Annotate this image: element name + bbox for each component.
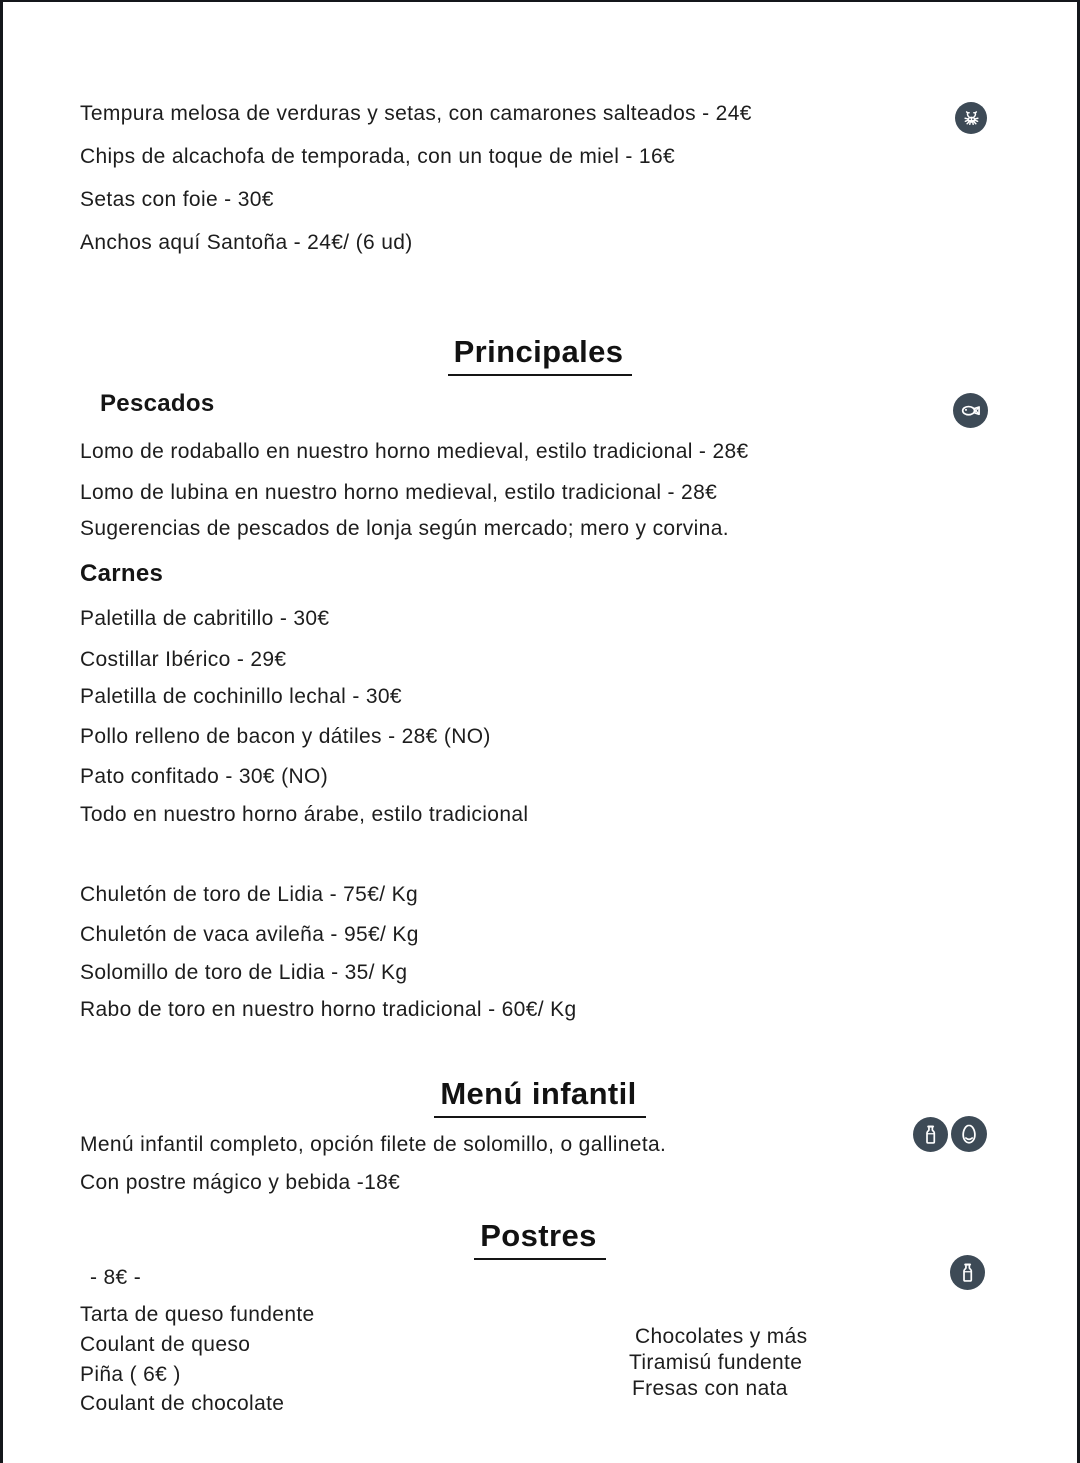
subsection-title-pescados: Pescados [100, 390, 215, 417]
menu-item: Solomillo de toro de Lidia - 35/ Kg [80, 961, 408, 984]
menu-item: Pato confitado - 30€ (NO) [80, 765, 329, 788]
page-border-top [0, 0, 1080, 2]
menu-item: Tiramisú fundente [629, 1351, 803, 1374]
subsection-title-carnes: Carnes [80, 560, 164, 587]
crab-icon [955, 102, 987, 134]
milk-bottle-icon [913, 1117, 948, 1152]
menu-item: Fresas con nata [632, 1377, 788, 1400]
menu-item: Coulant de queso [80, 1333, 251, 1356]
section-title-menu-infantil: Menú infantil [0, 1076, 1080, 1118]
menu-item: Chocolates y más [635, 1325, 808, 1348]
menu-item: Setas con foie - 30€ [80, 188, 274, 211]
menu-item: Anchos aquí Santoña - 24€/ (6 ud) [80, 231, 413, 254]
section-title-principales: Principales [0, 334, 1080, 376]
menu-item: Lomo de lubina en nuestro horno medieval, estilo tradicional - 28€ [80, 481, 718, 504]
menu-item: Lomo de rodaballo en nuestro horno medieval, estilo tradicional - 28€ [80, 440, 749, 463]
menu-item: Chuletón de toro de Lidia - 75€/ Kg [80, 883, 418, 906]
menu-item: Costillar Ibérico - 29€ [80, 648, 287, 671]
menu-item: Coulant de chocolate [80, 1392, 285, 1415]
menu-item: Paletilla de cochinillo lechal - 30€ [80, 685, 402, 708]
menu-item: Paletilla de cabritillo - 30€ [80, 607, 330, 630]
menu-item: Chips de alcachofa de temporada, con un toque de miel - 16€ [80, 145, 676, 168]
menu-item: Con postre mágico y bebida -18€ [80, 1171, 401, 1194]
menu-item: Sugerencias de pescados de lonja según mercado; mero y corvina. [80, 517, 729, 540]
dessert-price: - 8€ - [90, 1266, 142, 1289]
menu-item: Pollo relleno de bacon y dátiles - 28€ (NO) [80, 725, 491, 748]
menu-item: Todo en nuestro horno árabe, estilo tradicional [80, 803, 529, 826]
menu-item: Tempura melosa de verduras y setas, con camarones salteados - 24€ [80, 102, 752, 125]
menu-item: Tarta de queso fundente [80, 1303, 315, 1326]
fish-icon [953, 393, 988, 428]
menu-item: Chuletón de vaca avileña - 95€/ Kg [80, 923, 419, 946]
menu-item: Menú infantil completo, opción filete de solomillo, o gallineta. [80, 1133, 667, 1156]
egg-icon [951, 1116, 987, 1152]
section-title-postres: Postres [0, 1218, 1080, 1260]
menu-item: Rabo de toro en nuestro horno tradicional - 60€/ Kg [80, 998, 577, 1021]
milk-bottle-icon [950, 1255, 985, 1290]
menu-item: Piña ( 6€ ) [80, 1363, 181, 1386]
